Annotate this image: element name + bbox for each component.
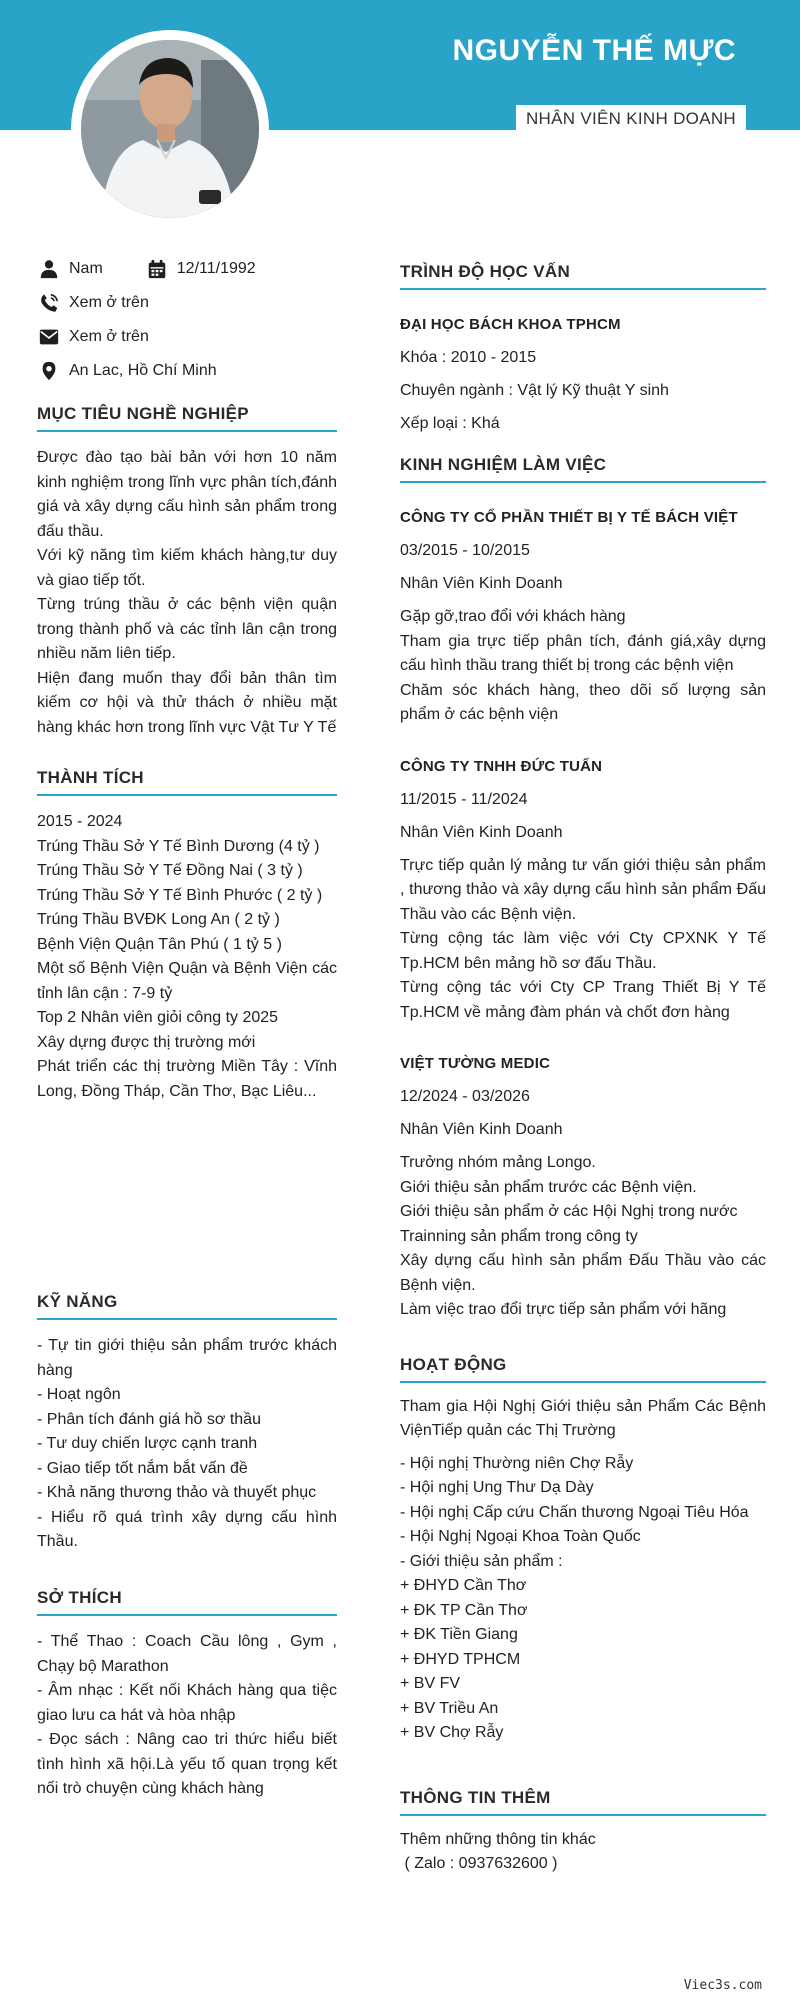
education-title: TRÌNH ĐỘ HỌC VẤN [400,262,766,290]
achievements-section [37,768,337,1104]
job-title-badge: NHÂN VIÊN KINH DOANH [516,105,746,133]
location-pin-icon [37,359,61,383]
phone-row [37,286,337,320]
job-duty: Tham gia trực tiếp phân tích, đánh giá,xây dựng cấu hình thầu trang thiết bị trong các bệnh viện [400,632,766,674]
gender-birthday-row [37,252,337,286]
person-icon [37,257,61,281]
objective-line: Hiện đang muốn thay đổi bản thân tìm kiếm cơ hội và thử thách ở nhiều mặt hàng khác hơn trong lĩnh vực Vật Tư Y Tế [37,669,337,736]
achievement-line: Trúng Thầu Sở Y Tế Bình Phước ( 2 tỷ ) [37,886,323,904]
education-section [400,262,766,433]
candidate-name: NGUYỄN THẾ MỰC [452,34,736,67]
objective-title: MỤC TIÊU NGHỀ NGHIỆP [37,404,337,432]
objective-line: Được đào tạo bài bản với hơn 10 năm kinh nghiệm trong lĩnh vực phân tích,đánh giá và xây dựng cấu hình sản phẩm trong đấu thầu. [37,449,337,540]
job-duty: Chăm sóc khách hàng, theo dõi số lượng sản phẩm ở các bệnh viện [400,681,766,723]
activities-title: HOẠT ĐỘNG [400,1355,766,1383]
experience-section [400,455,766,1323]
activity-line: + ĐK Tiền Giang [400,1626,518,1643]
email-value: Xem ở trên [69,328,149,345]
address-row [37,354,337,388]
right-column [400,262,766,1877]
activity-line: - Hội nghị Ung Thư Dạ Dày [400,1479,594,1496]
envelope-icon [37,325,61,349]
activities-section [400,1355,766,1746]
skill-line: - Tư duy chiến lược cạnh tranh [37,1435,258,1452]
activity-line: + ĐHYD TPHCM [400,1650,521,1668]
activity-line: - Giới thiệu sản phẩm : [400,1552,563,1570]
job-company: VIỆT TƯỜNG MEDIC [400,1055,551,1072]
education-major: Chuyên ngành : Vật lý Kỹ thuật Y sinh [400,382,669,399]
hobbies-section [37,1588,337,1802]
job-duty: Giới thiệu sản phẩm ở các Hội Nghị trong nước [400,1203,738,1220]
skills-title: KỸ NĂNG [37,1292,337,1320]
job-entry [400,509,766,728]
calendar-icon [145,257,169,281]
hobby-line: - Thể Thao : Coach Cầu lông , Gym , Chạy bộ Marathon [37,1633,337,1675]
education-course: Khóa : 2010 - 2015 [400,349,537,366]
education-grade: Xếp loại : Khá [400,415,500,432]
activity-line: + BV FV [400,1675,461,1692]
skill-line: - Giao tiếp tốt nắm bắt vấn đề [37,1459,248,1477]
phone-icon [37,291,61,315]
skill-line: - Hiểu rõ quá trình xây dựng cấu hình Thầu. [37,1508,337,1550]
birthday-value: 12/11/1992 [176,260,256,277]
job-company: CÔNG TY CỔ PHẦN THIẾT BỊ Y TẾ BÁCH VIỆT [400,509,738,526]
hobbies-title: SỞ THÍCH [37,1588,337,1616]
activity-line: + BV Triều An [400,1699,499,1717]
watermark: Viec3s.com [683,1978,762,1993]
activities-intro: Tham gia Hội Nghị Giới thiệu sản Phẩm Các Bệnh ViệnTiếp quản các Thị Trường [400,1397,766,1439]
job-duty: Trưởng nhóm mảng Longo. [400,1154,596,1171]
job-period: 03/2015 - 10/2015 [400,542,530,559]
achievement-line: Bệnh Viện Quận Tân Phú ( 1 tỷ 5 ) [37,935,282,953]
job-duty: Từng cộng tác làm việc với Cty CPXNK Y Tế Tp.HCM bên mảng hồ sơ đấu Thầu. [400,930,766,972]
achievement-line: Xây dựng được thị trường mới [37,1033,256,1051]
job-position: Nhân Viên Kinh Doanh [400,823,563,841]
experience-title: KINH NGHIỆM LÀM VIỆC [400,455,766,483]
skill-line: - Khả năng thương thảo và thuyết phục [37,1484,317,1501]
achievement-line: 2015 - 2024 [37,813,123,830]
more-info-line: Thêm những thông tin khác [400,1830,596,1848]
objective-section [37,404,337,740]
job-entry [400,758,766,1026]
activity-line: + ĐK TP Cần Thơ [400,1601,528,1619]
hobby-line: - Đọc sách : Nâng cao tri thức hiểu biết tình hình xã hội.Là yếu tố quan trọng kết nối trò chuyện cùng khách hàng [37,1731,337,1797]
activity-line: - Hội nghị Cấp cứu Chấn thương Ngoại Tiêu Hóa [400,1503,749,1521]
job-duty: Gặp gỡ,trao đổi với khách hàng [400,608,626,625]
job-duty: Giới thiệu sản phẩm trước các Bệnh viện. [400,1178,697,1196]
job-position: Nhân Viên Kinh Doanh [400,1121,563,1138]
job-duty: Xây dựng cấu hình sản phẩm Đấu Thầu vào các Bệnh viện. [400,1252,766,1294]
objective-line: Từng trúng thầu ở các bệnh viện quận trong thành phố và các tỉnh lân cận trong nhiều năm liên tiếp. [37,596,337,662]
job-period: 12/2024 - 03/2026 [400,1088,530,1105]
more-info-section [400,1788,766,1877]
gender-value: Nam [69,260,103,277]
achievement-line: Trúng Thầu Sở Y Tế Bình Dương (4 tỷ ) [37,837,320,855]
achievements-title: THÀNH TÍCH [37,768,337,796]
school-name: ĐẠI HỌC BÁCH KHOA TPHCM [400,316,621,333]
avatar [71,30,269,228]
skills-section [37,1292,337,1555]
job-company: CÔNG TY TNHH ĐỨC TUẤN [400,757,603,775]
achievement-line: Trúng Thầu BVĐK Long An ( 2 tỷ ) [37,911,280,928]
left-column [37,252,337,1797]
activity-line: + BV Chợ Rẫy [400,1724,504,1741]
activity-line: - Hội Nghị Ngoại Khoa Toàn Quốc [400,1528,641,1545]
job-duty: Trực tiếp quản lý mảng tư vấn giới thiệu sản phẩm , thương thảo và xây dựng cấu hình sản phẩm Đấu Thầu vào các Bệnh viện. [400,856,766,923]
email-row [37,320,337,354]
achievement-line: Phát triển các thị trường Miền Tây : Vĩnh Long, Đồng Tháp, Cần Thơ, Bạc Liêu... [37,1058,337,1100]
more-info-title: THÔNG TIN THÊM [400,1788,766,1816]
skill-line: - Hoạt ngôn [37,1386,121,1403]
phone-value: Xem ở trên [69,294,149,311]
job-entry [400,1055,766,1323]
job-duty: Làm việc trao đổi trực tiếp sản phẩm với hãng [400,1301,727,1318]
objective-line: Với kỹ năng tìm kiếm khách hàng,tư duy và giao tiếp tốt. [37,547,337,589]
profile-photo [81,40,259,218]
job-period: 11/2015 - 11/2024 [400,790,528,808]
skill-line: - Phân tích đánh giá hồ sơ thầu [37,1410,261,1428]
hobby-line: - Âm nhạc : Kết nối Khách hàng qua tiệc giao lưu ca hát và hòa nhập [37,1682,337,1724]
achievement-line: Trúng Thầu Sở Y Tế Đồng Nai ( 3 tỷ ) [37,862,303,879]
more-info-line: ( Zalo : 0937632600 ) [400,1855,558,1872]
achievement-line: Top 2 Nhân viên giỏi công ty 2025 [37,1009,279,1026]
job-position: Nhân Viên Kinh Doanh [400,575,563,592]
skill-line: - Tự tin giới thiệu sản phẩm trước khách hàng [37,1337,337,1379]
achievement-line: Một số Bệnh Viện Quận và Bệnh Viện các tỉnh lân cận : 7-9 tỷ [37,960,337,1002]
activity-line: - Hội nghị Thường niên Chợ Rẫy [400,1454,634,1472]
job-duty: Trainning sản phẩm trong công ty [400,1227,638,1245]
job-duty: Từng cộng tác với Cty CP Trang Thiết Bị Y Tế Tp.HCM về mảng đàm phán và chốt đơn hàng [400,979,766,1021]
address-value: An Lac, Hồ Chí Minh [69,362,217,379]
activity-line: + ĐHYD Cần Thơ [400,1577,527,1594]
